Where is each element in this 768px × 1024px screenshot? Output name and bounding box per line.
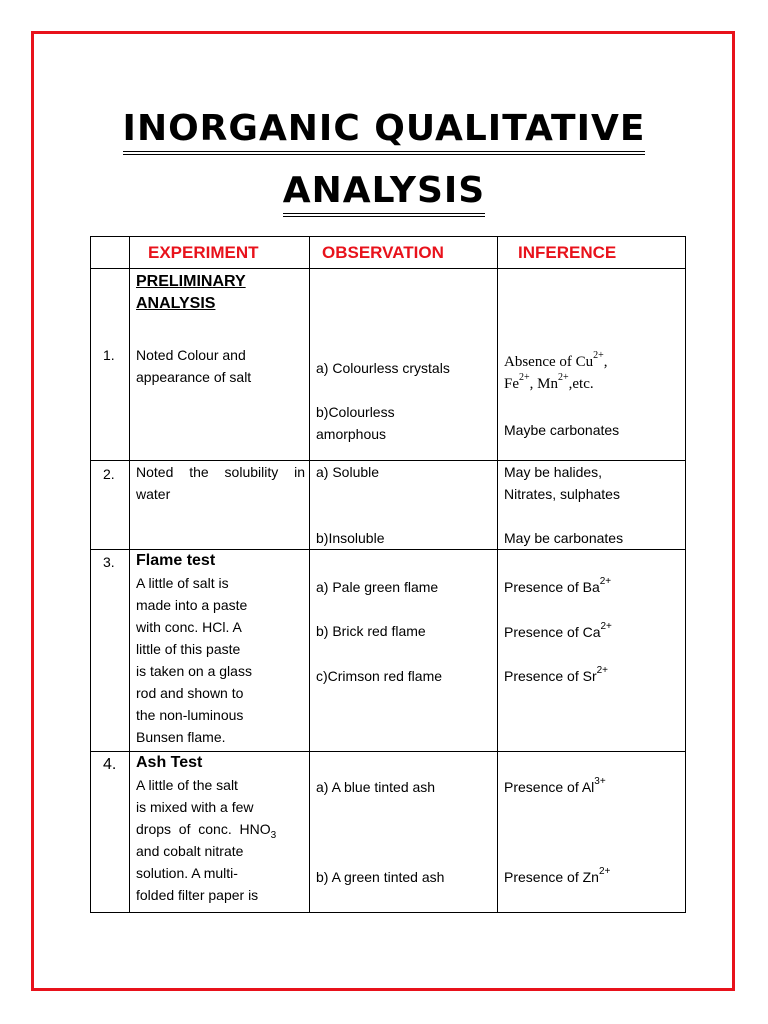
- page-title-line1: INORGANIC QUALITATIVE: [0, 108, 768, 155]
- observation-text: b)Colourless: [316, 404, 395, 420]
- section-heading: Ash Test: [136, 754, 203, 771]
- table-row: [91, 461, 686, 550]
- observation-text: amorphous: [316, 426, 387, 442]
- table-row: [91, 752, 686, 913]
- experiment-cell: [130, 461, 310, 550]
- experiment-text: folded filter paper is: [136, 887, 259, 903]
- experiment-text: drops of conc. $HNO_3$: [136, 821, 277, 841]
- experiment-text: the non-luminous: [136, 707, 244, 723]
- inference-cell: [498, 461, 686, 550]
- experiment-text: A little of the salt: [136, 777, 238, 793]
- experiment-cell: [130, 752, 310, 913]
- experiment-cell: [130, 550, 310, 752]
- observation-text: a) Colourless crystals: [316, 360, 450, 376]
- experiment-text: made into a paste: [136, 597, 248, 613]
- observation-text: a) Soluble: [316, 464, 380, 480]
- row-number-cell: [91, 461, 130, 550]
- observation-text: b)Insoluble: [316, 530, 385, 546]
- page-title-line2: ANALYSIS: [0, 170, 768, 217]
- observation-text: a) A blue tinted ash: [316, 779, 436, 795]
- inference-text: Presence of $Sr^{2+}$: [504, 665, 609, 684]
- experiment-text: and cobalt nitrate: [136, 843, 244, 859]
- inference-cell: [498, 752, 686, 913]
- experiment-text: Noted the solubility in: [136, 464, 305, 480]
- experiment-text: is taken on a glass: [136, 663, 252, 679]
- row-number-cell: [91, 752, 130, 913]
- observation-text: c)Crimson red flame: [316, 668, 443, 684]
- inference-text: Presence of $Ca^{2+}$: [504, 621, 612, 640]
- inference-text: Maybe carbonates: [504, 422, 620, 438]
- row-number-cell: [91, 269, 130, 461]
- header-inference: INFERENCE: [498, 237, 686, 269]
- experiment-text: water: [136, 486, 171, 502]
- row-number: 3.: [103, 554, 115, 570]
- inference-text: Absence of $Cu^{2+}$, $Fe^{2+}$, $Mn^{2+},etc$.: [504, 350, 608, 392]
- header-experiment: EXPERIMENT: [130, 237, 310, 269]
- section-heading: PRELIMINARY: [136, 273, 246, 290]
- table-row: [91, 269, 686, 461]
- experiment-text: rod and shown to: [136, 685, 244, 701]
- experiment-text: solution. A multi-: [136, 865, 238, 881]
- row-number: 1.: [103, 347, 115, 363]
- inference-text: May be carbonates: [504, 530, 624, 546]
- header-number: [91, 237, 130, 269]
- observation-text: b) A green tinted ash: [316, 869, 445, 885]
- observation-cell: [310, 752, 498, 913]
- inference-text: Nitrates, sulphates: [504, 486, 620, 502]
- header-observation: OBSERVATION: [310, 237, 498, 269]
- experiment-text: little of this paste: [136, 641, 241, 657]
- observation-text: a) Pale green flame: [316, 579, 439, 595]
- inference-text: Presence of $Zn^{2+}$: [504, 866, 611, 885]
- row-number: 4.: [103, 756, 117, 773]
- experiment-text: with conc. HCl. A: [136, 619, 242, 635]
- inference-text: Presence of $Al^{3+}$: [504, 776, 606, 795]
- observation-cell: [310, 550, 498, 752]
- table-header-row: [91, 237, 686, 269]
- row-number: 2.: [103, 466, 115, 482]
- inference-text: May be halides,: [504, 464, 603, 480]
- experiment-text: is mixed with a few: [136, 799, 254, 815]
- observation-cell: [310, 461, 498, 550]
- inference-cell: [498, 269, 686, 461]
- experiment-text: Bunsen flame.: [136, 729, 226, 745]
- experiment-text: A little of salt is: [136, 575, 229, 591]
- inference-text: Presence of $Ba^{2+}$: [504, 576, 612, 595]
- observation-text: b) Brick red flame: [316, 623, 426, 639]
- section-heading: ANALYSIS: [136, 295, 216, 312]
- table-row: [91, 550, 686, 752]
- observation-cell: [310, 269, 498, 461]
- inference-cell: [498, 550, 686, 752]
- row-number-cell: [91, 550, 130, 752]
- experiment-text: Noted Colour and: [136, 347, 246, 363]
- section-heading: Flame test: [136, 552, 216, 569]
- analysis-table: [90, 236, 686, 913]
- experiment-text: appearance of salt: [136, 369, 252, 385]
- experiment-cell: [130, 269, 310, 461]
